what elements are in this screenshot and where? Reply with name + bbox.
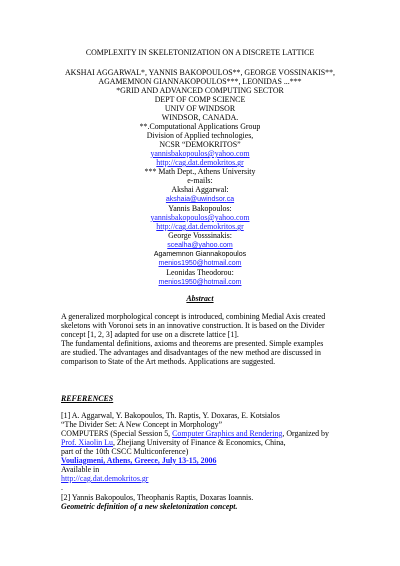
- ref1-venue-post: , Organized by: [282, 429, 329, 438]
- url-link-cag-2[interactable]: http://cag.dat.demokritos.gr: [156, 222, 244, 231]
- abstract-line-2: skeletons with Voronoi sets in an innovative construction. It is based on the Divider: [61, 321, 325, 330]
- ref1-title: “The Divider Set: A New Concept in Morphology”: [61, 420, 223, 429]
- ref1-authors: [1] A. Aggarwal, Y. Bakopoulos, Th. Raptis, Y. Doxaras, E. Kotsialos: [61, 411, 280, 420]
- ref1-venue-pre: COMPUTERS (Special Session 5,: [61, 429, 173, 438]
- affiliation-grid-sector: *GRID AND ADVANCED COMPUTING SECTOR: [116, 86, 284, 95]
- authors-line-2: AGAMEMNON GIANNAKOPOULOS***, LEONIDAS ...***: [98, 77, 302, 86]
- ref2-authors: [2] Yannis Bakopoulos, Theophanis Raptis, Doxaras Ioannis.: [61, 493, 254, 502]
- contact-agamemnon-name: Agamemnon Giannakopoulos: [153, 251, 247, 258]
- abstract-line-6: comparison to State of the Art methods. Applications are suggested.: [61, 357, 276, 366]
- affiliation-city: WINDSOR, CANADA.: [161, 113, 239, 122]
- ref1-organizer-link[interactable]: Prof. Xiaolin Lu: [61, 438, 113, 447]
- ref1-dot: .: [61, 483, 63, 492]
- affiliation-math-dept: *** Math Dept., Athens University: [144, 167, 256, 176]
- contact-akshai-name: Akshai Aggarwal:: [171, 185, 229, 194]
- ref1-venue-link[interactable]: Computer Graphics and Rendering: [172, 429, 283, 438]
- ref1-organizer: [61, 438, 286, 447]
- ref2-title: Geometric definition of a new skeletonization concept.: [61, 502, 238, 511]
- email-link-akshai[interactable]: akshaia@uwindsor.ca: [165, 196, 235, 203]
- email-link-george[interactable]: scealha@yahoo.com: [167, 242, 233, 249]
- contact-yannis-name: Yannis Bakopoulos:: [168, 204, 232, 213]
- emails-label: e-mails:: [187, 176, 213, 185]
- abstract-line-5: are studied. The advantages and disadvantages of the new method are discussed in: [61, 348, 321, 357]
- affiliation-division: Division of Applied technologies,: [146, 131, 254, 140]
- email-link-yannis-2[interactable]: yannisbakopoulos@yahoo.com: [150, 213, 250, 222]
- ref1-place-link[interactable]: Vouliagmeni, Athens, Greece, July 13-15, 2006: [61, 456, 217, 465]
- abstract-line-4: The fundamental definitions, axioms and theorems are presented. Simple examples: [61, 339, 324, 348]
- contact-george-name: George Vosssinakis:: [168, 231, 232, 240]
- email-link-leonidas[interactable]: menios1950@hotmail.com: [158, 279, 242, 286]
- abstract-line-1: A generalized morphological concept is introduced, combining Medial Axis created: [61, 312, 326, 321]
- affiliation-dept: DEPT OF COMP SCIENCE: [154, 95, 246, 104]
- url-link-cag-1[interactable]: http://cag.dat.demokritos.gr: [156, 158, 244, 167]
- email-link-agamemnon[interactable]: menios1950@hotmail.com: [158, 260, 242, 267]
- affiliation-cag: **.Computational Applications Group: [139, 122, 261, 131]
- ref1-organizer-post: , Zhejiang University of Finance & Economics, China,: [112, 438, 286, 447]
- ref1-conference: part of the 10th CSCC Multiconference): [61, 447, 189, 456]
- references-heading: REFERENCES: [61, 394, 114, 403]
- ref1-available: Available in: [61, 465, 100, 474]
- contact-leonidas-name: Leonidas Theodorou:: [166, 268, 234, 277]
- abstract-heading: Abstract: [186, 294, 214, 303]
- abstract-line-3: concept [1, 2, 3] adapted for use on a discrete lattice [1].: [61, 330, 239, 339]
- paper-title: COMPLEXITY IN SKELETONIZATION ON A DISCRETE LATTICE: [85, 48, 315, 57]
- authors-line-1: AKSHAI AGGARWAL*, YANNIS BAKOPOULOS**, GEORGE VOSSINAKIS**,: [64, 68, 336, 77]
- affiliation-ncsr: NCSR “DEMOKRITOS”: [159, 140, 241, 149]
- email-link-yannis-1[interactable]: yannisbakopoulos@yahoo.com: [150, 149, 250, 158]
- ref1-venue: [61, 429, 329, 438]
- affiliation-univ: UNIV OF WINDSOR: [164, 104, 236, 113]
- ref1-url-link[interactable]: http://cag.dat.demokritos.gr: [61, 474, 149, 483]
